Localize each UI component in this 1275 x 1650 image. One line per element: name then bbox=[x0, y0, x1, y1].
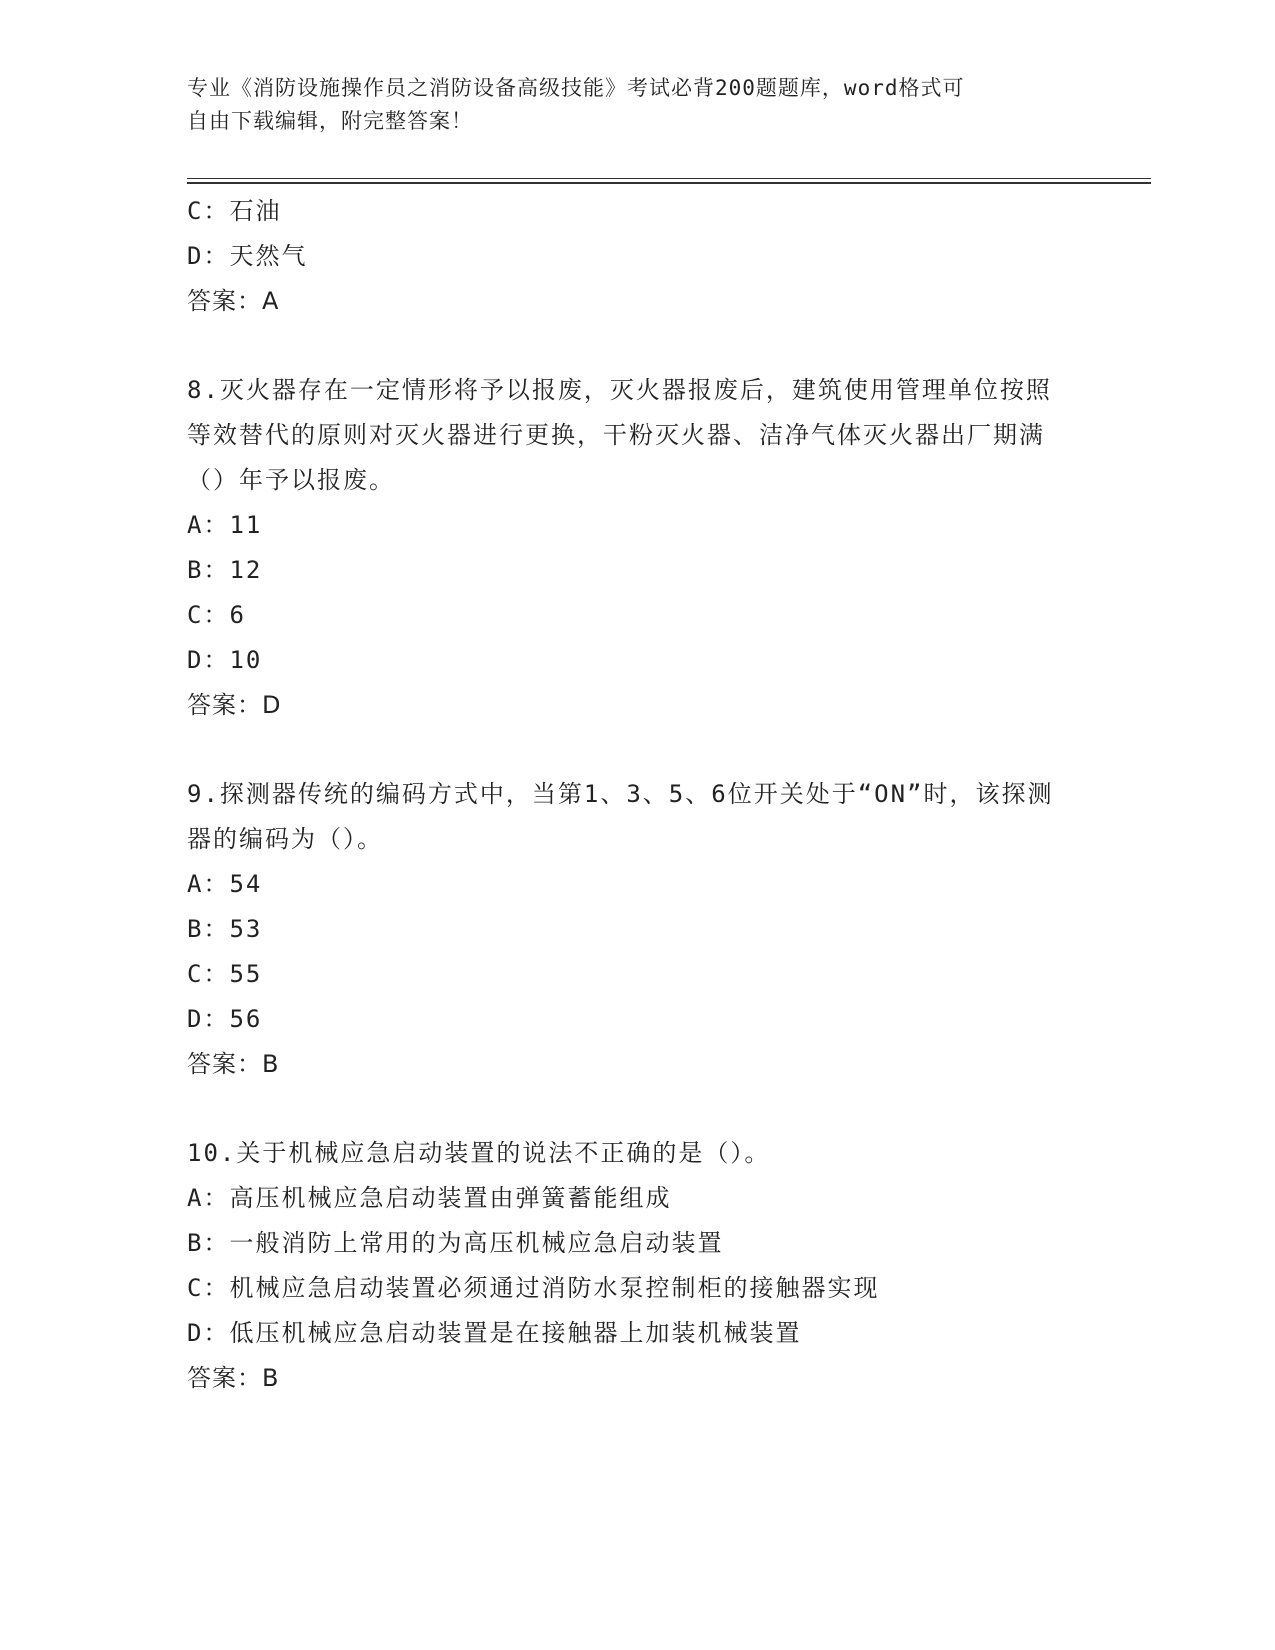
question-block-7 bbox=[187, 189, 1087, 324]
question-stem: 10.关于机械应急启动装置的说法不正确的是（）。 bbox=[187, 1139, 771, 1167]
option-c: C：55 bbox=[187, 960, 263, 988]
spacer bbox=[187, 324, 1087, 368]
option-d: D：低压机械应急启动装置是在接触器上加装机械装置 bbox=[187, 1319, 802, 1347]
question-stem: 9.探测器传统的编码方式中，当第1、3、5、6位开关处于“ON”时，该探测器的编码为（）。 bbox=[187, 780, 1054, 853]
option-d: D：天然气 bbox=[187, 242, 308, 270]
option-c: C：石油 bbox=[187, 197, 282, 225]
option-a: A：高压机械应急启动装置由弹簧蓄能组成 bbox=[187, 1184, 672, 1212]
option-c: C：6 bbox=[187, 601, 246, 629]
header-divider-thick bbox=[187, 182, 1151, 184]
option-a: A：54 bbox=[187, 870, 263, 898]
option-b: B：12 bbox=[187, 556, 263, 584]
option-b: B：53 bbox=[187, 915, 263, 943]
header-line-1: 专业《消防设施操作员之消防设备高级技能》考试必背200题题库，word格式可 bbox=[187, 76, 965, 100]
document-header bbox=[187, 72, 1067, 138]
answer-label: 答案：A bbox=[187, 287, 280, 315]
option-a: A：11 bbox=[187, 511, 263, 539]
answer-label: 答案：B bbox=[187, 1050, 280, 1078]
option-b: B：一般消防上常用的为高压机械应急启动装置 bbox=[187, 1229, 724, 1257]
option-d: D：56 bbox=[187, 1005, 263, 1033]
question-block-10 bbox=[187, 1131, 1087, 1401]
question-list bbox=[187, 189, 1087, 1401]
answer-label: 答案：D bbox=[187, 691, 282, 719]
question-stem: 8.灭火器存在一定情形将予以报废，灭火器报废后，建筑使用管理单位按照等效替代的原则对灭火器进行更换，干粉灭火器、洁净气体灭火器出厂期满（）年予以报废。 bbox=[187, 376, 1052, 494]
question-block-9 bbox=[187, 772, 1087, 1087]
option-d: D：10 bbox=[187, 646, 263, 674]
header-line-2: 自由下载编辑，附完整答案！ bbox=[187, 109, 473, 133]
answer-label: 答案：B bbox=[187, 1364, 280, 1392]
header-divider-thin bbox=[187, 178, 1151, 179]
spacer bbox=[187, 1087, 1087, 1131]
spacer bbox=[187, 728, 1087, 772]
question-block-8 bbox=[187, 368, 1087, 728]
option-c: C：机械应急启动装置必须通过消防水泵控制柜的接触器实现 bbox=[187, 1274, 880, 1302]
